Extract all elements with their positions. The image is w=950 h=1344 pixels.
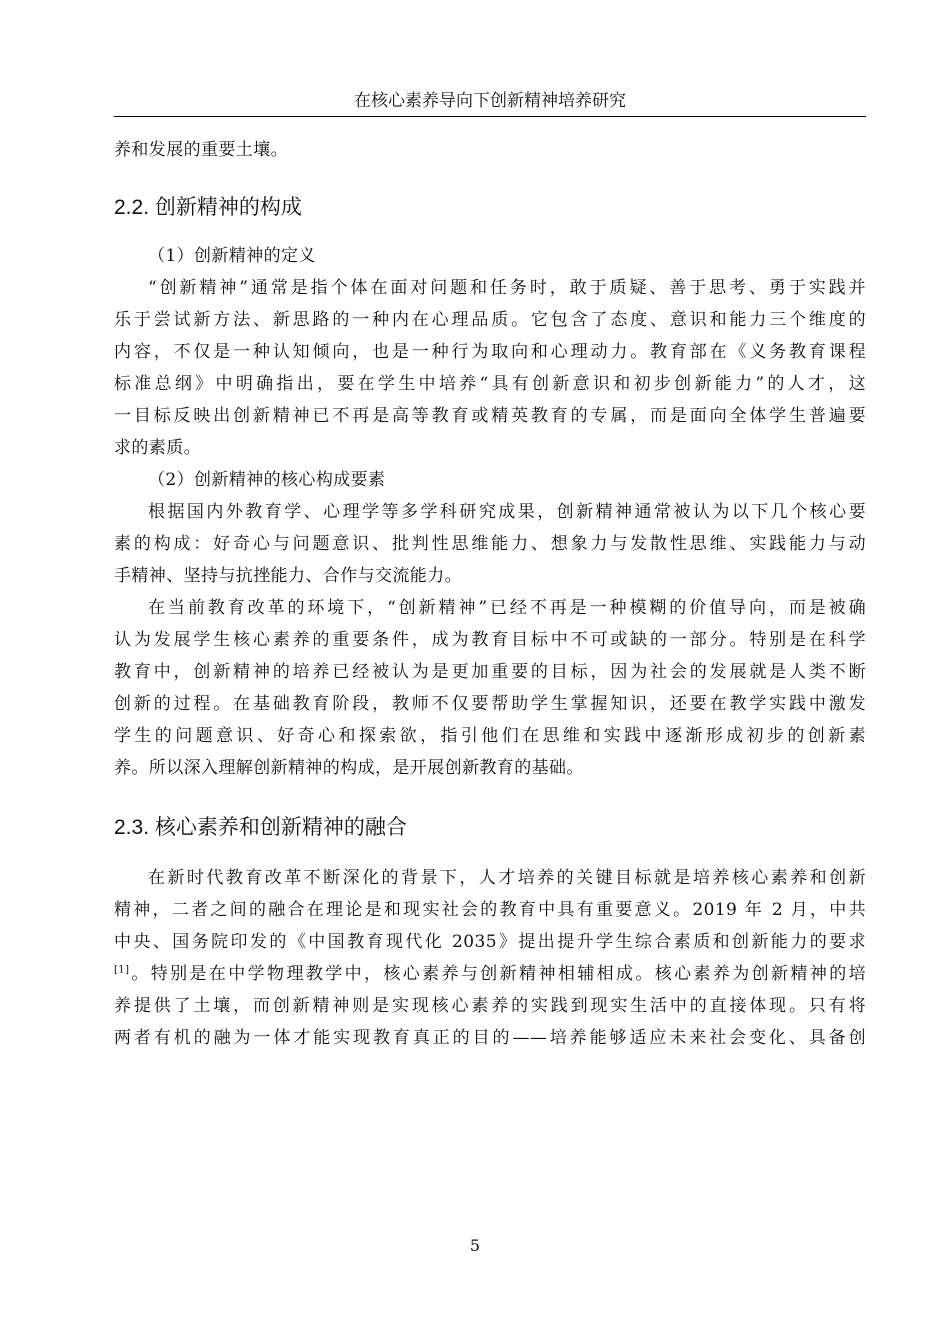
paragraph-line: 求的素质。 (114, 438, 201, 458)
paragraph-line: 一目标反映出创新精神已不再是高等教育或精英教育的专属，而是面向全体学生普遍要 (114, 406, 866, 426)
paragraph-line: 标准总纲》中明确指出，要在学生中培养“具有创新意识和初步创新能力”的人才，这 (114, 374, 866, 394)
paragraph-line: 内容，不仅是一种认知倾向，也是一种行为取向和心理动力。教育部在《义务教育课程 (114, 342, 866, 362)
paragraph-line: 学生的问题意识、好奇心和探索欲，指引他们在思维和实践中逐渐形成初步的创新素 (114, 726, 866, 746)
paragraph-line: 教育中，创新精神的培养已经被认为是更加重要的目标，因为社会的发展就是人类不断 (114, 662, 866, 682)
page-content (114, 134, 866, 1054)
paragraph-line: 在当前教育改革的环境下，“创新精神”已经不再是一种模糊的价值导向，而是被确 (148, 598, 866, 618)
section-heading-2-3: 2.3. 核心素养和创新精神的融合 (114, 816, 407, 839)
paragraph-text: 。特别是在中学物理教学中，核心素养与创新精神相辅相成。核心素养为创新精神的培 (129, 964, 866, 984)
header-title: 在核心素养导向下创新精神培养研究 (354, 91, 626, 111)
paragraph-line: 根据国内外教育学、心理学等多学科研究成果，创新精神通常被认为以下几个核心要 (148, 502, 866, 522)
paragraph-line: 养和发展的重要土壤。 (114, 140, 288, 160)
paragraph-line: 养。所以深入理解创新精神的构成，是开展创新教育的基础。 (114, 758, 584, 778)
paragraph-line: 中央、国务院印发的《中国教育现代化 2035》提出提升学生综合素质和创新能力的要求 (114, 932, 866, 952)
paragraph-line: “创新精神”通常是指个体在面对问题和任务时，敢于质疑、善于思考、勇于实践并 (148, 278, 866, 298)
paragraph-line: 两者有机的融为一体才能实现教育真正的目的——培养能够适应未来社会变化、具备创 (114, 1028, 866, 1048)
subheading-core-elements: （2）创新精神的核心构成要素 (148, 470, 386, 490)
page-number: 5 (469, 1236, 481, 1255)
citation-ref: [1] (114, 964, 130, 976)
subheading-definition: （1）创新精神的定义 (148, 246, 316, 266)
paragraph-line: 认为发展学生核心素养的重要条件，成为教育目标中不可或缺的一部分。特别是在科学 (114, 630, 866, 650)
paragraph-line: 在新时代教育改革不断深化的背景下，人才培养的关键目标就是培养核心素养和创新 (148, 868, 866, 888)
paragraph-line: 精神，二者之间的融合在理论是和现实社会的教育中具有重要意义。2019 年 2 月，中共 (114, 900, 866, 920)
section-heading-2-2: 2.2. 创新精神的构成 (114, 196, 302, 219)
paragraph-line: 乐于尝试新方法、新思路的一种内在心理品质。它包含了态度、意识和能力三个维度的 (114, 310, 866, 330)
paragraph-line: 手精神、坚持与抗挫能力、合作与交流能力。 (114, 566, 462, 586)
paragraph-line: 素的构成：好奇心与问题意识、批判性思维能力、想象力与发散性思维、实践能力与动 (114, 534, 866, 554)
page-header (114, 88, 866, 117)
paragraph-line (114, 958, 866, 990)
paragraph-line: 创新的过程。在基础教育阶段，教师不仅要帮助学生掌握知识，还要在教学实践中激发 (114, 694, 866, 714)
paragraph-line: 养提供了土壤，而创新精神则是实现核心素养的实践到现实生活中的直接体现。只有将 (114, 996, 866, 1016)
